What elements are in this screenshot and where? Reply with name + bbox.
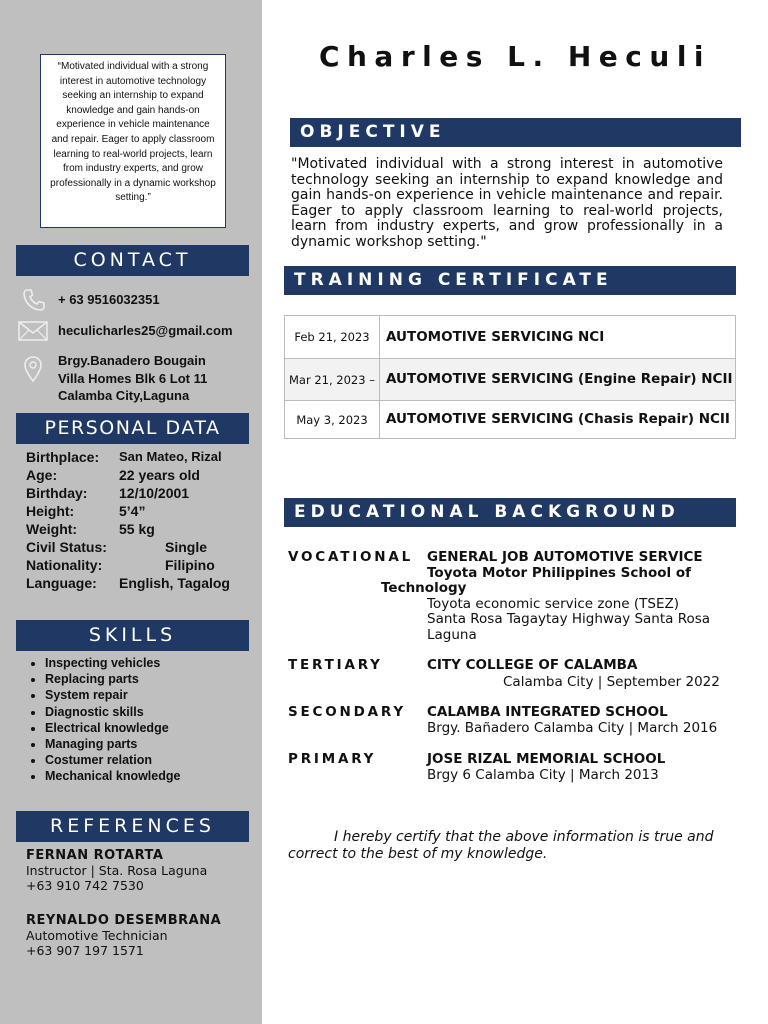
reference-phone: +63 910 742 7530 bbox=[26, 878, 144, 893]
edu-level: SECONDARY bbox=[288, 704, 406, 720]
edu-level: TERTIARY bbox=[288, 657, 383, 673]
edu-school: CALAMBA INTEGRATED SCHOOL bbox=[427, 704, 668, 720]
personal-value: Filipino bbox=[165, 557, 215, 573]
personal-label: Language: bbox=[26, 575, 97, 591]
skills-heading: SKILLS bbox=[16, 620, 249, 651]
personal-value: English, Tagalog bbox=[119, 575, 230, 591]
personal-row-birthplace bbox=[26, 448, 256, 466]
personal-value: 22 years old bbox=[119, 467, 200, 483]
cert-date: Feb 21, 2023 bbox=[285, 316, 380, 359]
edu-level: VOCATIONAL bbox=[288, 549, 414, 565]
edu-level: PRIMARY bbox=[288, 751, 377, 767]
training-heading: TRAINING CERTIFICATE bbox=[284, 266, 736, 295]
personal-label: Nationality: bbox=[26, 557, 103, 573]
edu-detail: Santa Rosa Tagaytay Highway Santa Rosa bbox=[427, 611, 711, 627]
personal-row-nationality bbox=[26, 556, 256, 574]
edu-detail: Brgy 6 Calamba City | March 2013 bbox=[427, 767, 659, 783]
skill-item: • Mechanical knowledge bbox=[45, 768, 180, 784]
edu-detail: Laguna bbox=[427, 626, 477, 643]
personal-label: Weight: bbox=[26, 521, 78, 537]
skill-item: • Replacing parts bbox=[45, 671, 180, 687]
personal-data-list bbox=[26, 448, 256, 592]
personal-value: San Mateo, Rizal bbox=[119, 449, 222, 464]
phone-icon bbox=[22, 288, 46, 312]
table-row bbox=[285, 316, 736, 359]
personal-label: Civil Status: bbox=[26, 539, 107, 555]
edu-school: GENERAL JOB AUTOMOTIVE SERVICE bbox=[427, 549, 703, 565]
skill-item: • Inspecting vehicles bbox=[45, 655, 180, 671]
personal-row-birthday bbox=[26, 484, 256, 502]
references-heading: REFERENCES bbox=[16, 811, 249, 842]
edu-detail: Brgy. Bañadero Calamba City | March 2016 bbox=[427, 720, 718, 736]
personal-label: Birthplace: bbox=[26, 449, 100, 465]
reference-phone: +63 907 197 1571 bbox=[26, 943, 144, 958]
skill-item: • Costumer relation bbox=[45, 752, 180, 768]
contact-heading: CONTACT bbox=[16, 245, 249, 276]
cert-title: AUTOMOTIVE SERVICING NCI bbox=[380, 316, 736, 359]
edu-detail: Toyota economic service zone (TSEZ) bbox=[427, 595, 680, 612]
personal-row-weight bbox=[26, 520, 256, 538]
contact-address bbox=[58, 352, 207, 405]
reference-role: Automotive Technician bbox=[26, 928, 168, 943]
edu-school: JOSE RIZAL MEMORIAL SCHOOL bbox=[427, 751, 666, 767]
sidebar-quote: “Motivated individual with a strong interest in automotive technology seeking an internship to expand knowledge and gain hands-on experience in vehicle maintenance and repair. Eager to apply classroom learning to real-world projects, learn from industry experts, and grow professionally in a dynamic workshop setting.” bbox=[40, 54, 226, 228]
personal-row-age bbox=[26, 466, 256, 484]
education-heading: EDUCATIONAL BACKGROUND bbox=[284, 498, 736, 527]
personal-value: 5’4” bbox=[119, 503, 146, 519]
certification-statement: I hereby certify that the above information is true and correct to the best of my knowledge. bbox=[288, 829, 714, 862]
edu-school: CITY COLLEGE OF CALAMBA bbox=[427, 657, 638, 673]
reference-name: REYNALDO DESEMBRANA bbox=[26, 913, 222, 928]
personal-value: 12/10/2001 bbox=[119, 485, 190, 501]
personal-value: 55 kg bbox=[119, 521, 155, 537]
address-line-1: Brgy.Banadero Bougain bbox=[58, 353, 206, 368]
skill-item: • System repair bbox=[45, 687, 180, 703]
objective-text: "Motivated individual with a strong interest in automotive technology seeking an internship to expand knowledge and gain hands-on experience in vehicle maintenance and repair. Eager to apply classroom learning to real-world projects, learn from industry experts, and grow professionally in a dynamic workshop setting." bbox=[291, 156, 723, 250]
personal-row-civil-status bbox=[26, 538, 256, 556]
references-list bbox=[26, 848, 221, 958]
reference-name: FERNAN ROTARTA bbox=[26, 848, 164, 863]
table-row bbox=[285, 359, 736, 401]
skills-list bbox=[26, 655, 180, 785]
cert-date: May 3, 2023 bbox=[285, 401, 380, 439]
personal-label: Birthday: bbox=[26, 485, 88, 501]
objective-heading: OBJECTIVE bbox=[290, 118, 741, 147]
location-pin-icon bbox=[24, 356, 42, 382]
cert-title: AUTOMOTIVE SERVICING (Chasis Repair) NCII bbox=[380, 401, 736, 439]
skill-item: • Diagnostic skills bbox=[45, 704, 180, 720]
personal-label: Height: bbox=[26, 503, 75, 519]
edu-school-line: Toyota Motor Philippines School of bbox=[427, 564, 692, 581]
email-icon bbox=[18, 321, 48, 341]
training-table bbox=[284, 315, 736, 439]
reference-role: Instructor | Sta. Rosa Laguna bbox=[26, 863, 208, 878]
contact-email: heculicharles25@gmail.com bbox=[58, 323, 233, 338]
personal-label: Age: bbox=[26, 467, 58, 483]
personal-row-language bbox=[26, 574, 256, 592]
edu-detail: Calamba City | September 2022 bbox=[503, 673, 720, 690]
address-line-2: Villa Homes Blk 6 Lot 11 bbox=[58, 370, 208, 386]
edu-school-line: Technology bbox=[381, 580, 467, 596]
personal-row-height bbox=[26, 502, 256, 520]
skill-item: • Electrical knowledge bbox=[45, 720, 180, 736]
table-row bbox=[285, 401, 736, 439]
page-title: Charles L. Heculi bbox=[318, 40, 712, 73]
personal-value: Single bbox=[165, 539, 208, 555]
skill-item: • Managing parts bbox=[45, 736, 180, 752]
cert-date: Mar 21, 2023 – bbox=[285, 359, 380, 401]
cert-title: AUTOMOTIVE SERVICING (Engine Repair) NCII bbox=[380, 359, 736, 401]
contact-phone: + 63 9516032351 bbox=[58, 292, 160, 307]
address-line-3: Calamba City,Laguna bbox=[58, 388, 190, 403]
personal-data-heading: PERSONAL DATA bbox=[16, 413, 249, 444]
